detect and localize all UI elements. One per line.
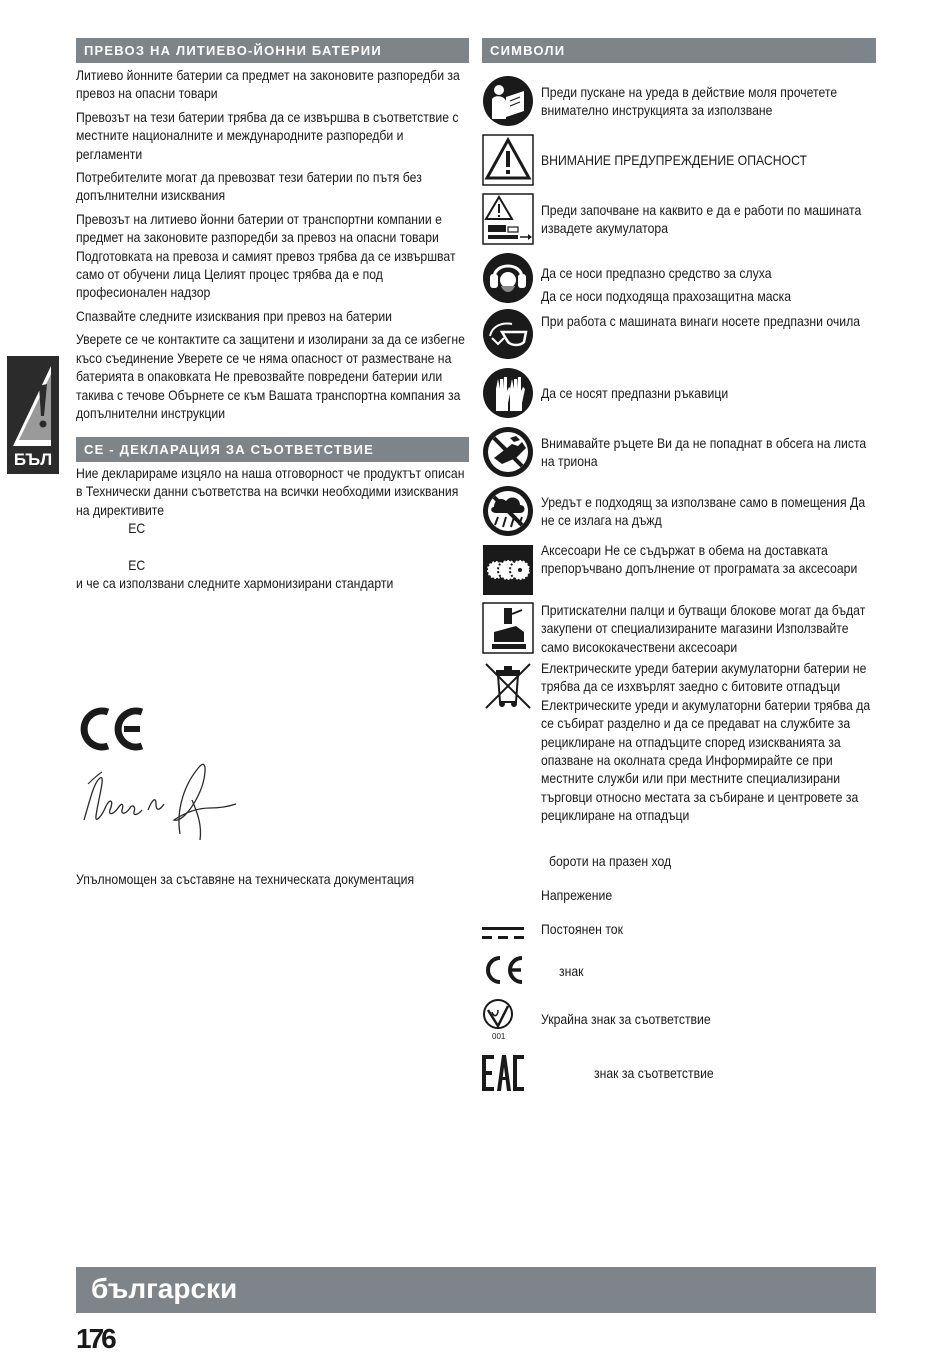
read-manual-icon (482, 75, 534, 127)
transport-paragraph: Превозът на тези батерии трябва да се извършва в съответствие с местните националните и международните разпоредби и регламенти (76, 109, 459, 162)
authorized-text: Упълномощен за съставяне на техническата документация (76, 872, 415, 887)
signature (80, 760, 240, 842)
language-side-tab (7, 356, 59, 474)
symbol-text: Електрическите уреди батерии акумулаторни батерии не трябва да се изхвърлят заедно с битовите отпадъци Електрическите уреди и акумулаторни батерии трябва да се събират разделно и да се предават на службите за рециклиране на отпадъците според изискванията за опазване на околната среда Информирайте се при местните служби или при местните специализирани търговци относно местата за събиране и центровете за рециклиране на отпадъци (541, 661, 871, 824)
symbols-heading: СИМВОЛИ (482, 38, 876, 63)
symbol-text: Преди започване на каквито е да е работи по машината извадете акумулатора (541, 203, 862, 237)
transport-paragraph: Превозът на литиево йонни батерии от транспортни компании е предмет на законовите разпоредби за превоз на опасни товари Подготовката на превоза и самият превоз трябва да се извършват само от обучени лица Целият процес трябва да е под професионален надзор (76, 211, 456, 301)
symbol-text: Да се носи подходяща прахозащитна маска (541, 289, 792, 304)
directive-ec: ЕС (128, 521, 146, 537)
right-column (482, 38, 876, 1081)
symbol-text: Притискателни палци и бутващи блокове могат да бъдат закупени от специализираните магазини Използвайте само висококачествени аксесоари (541, 603, 866, 655)
symbol-text: Преди пускане на уреда в действие моля прочетете внимателно инструкцията за използване (541, 85, 838, 119)
symbol-text: бороти на празен ход (549, 854, 672, 869)
left-column (76, 38, 469, 428)
transport-paragraph: Потребителите могат да превозват тези батерии по пътя без допълнителни изисквания (76, 170, 422, 204)
transport-paragraph: Уверете се че контактите са защитени и изолирани за да се избегне късо съединение Уверете се че няма опасност от разместване на батерията в опаковката Не превозвайте повредени батерии или такива с течове Обърнете се към Вашата транспортна компания за допълнителни инструкции (76, 332, 465, 421)
language-label: български (91, 1273, 238, 1304)
transport-paragraph: Литиево йонните батерии са предмет на законовите разпоредби за превоз на опасни товари (76, 68, 460, 102)
symbol-text: Напрежение (541, 888, 613, 903)
eac-mark-icon (482, 1053, 526, 1093)
warning-triangle-icon (11, 362, 57, 448)
push-block-icon (482, 602, 534, 654)
transport-paragraph: Спазвайте следните изисквания при превоз на батерии (76, 308, 393, 324)
warning-triangle-icon (482, 134, 534, 186)
declaration-section (76, 437, 469, 593)
symbol-text: Украйна знак за съответствие (541, 1012, 711, 1027)
hand-blade-prohibited-icon (482, 426, 534, 478)
remove-battery-icon (482, 193, 534, 245)
hearing-protection-icon (482, 252, 534, 304)
symbol-text: Уредът е подходящ за използване само в помещения Да не се излага на дъжд (541, 495, 866, 529)
symbol-text: Да се носи предпазно средство за слуха (541, 266, 772, 281)
no-rain-icon (482, 485, 534, 537)
saw-blades-icon (482, 544, 534, 596)
page-number: 176 (76, 1323, 114, 1354)
standards-text: и че са използвани следните хармонизирани стандарти (76, 576, 394, 592)
direct-current-icon (482, 923, 534, 943)
safety-glasses-icon (482, 308, 534, 360)
symbol-text: Внимавайте ръцете Ви да не попаднат в обсега на листа на триона (541, 436, 867, 470)
symbol-text: Постоянен ток (541, 922, 623, 937)
declaration-heading: CE - ДЕКЛАРАЦИЯ ЗА СЪОТВЕТСТВИЕ (76, 437, 469, 462)
ce-logo (80, 706, 146, 752)
language-footer-bar (76, 1267, 876, 1313)
symbol-text: При работа с машината винаги носете предпазни очила (541, 314, 861, 329)
side-tab-label: БЪЛ (13, 450, 53, 469)
symbol-text: ВНИМАНИЕ ПРЕДУПРЕЖДЕНИЕ ОПАСНОСТ (541, 153, 807, 168)
symbol-text: знак за съответствие (594, 1066, 714, 1081)
weee-bin-icon (482, 660, 534, 712)
gloves-icon (482, 367, 534, 419)
symbol-text: Аксесоари Не се съдържат в обема на доставката препоръчвано допълнение от програмата за аксесоари (541, 543, 858, 577)
symbol-text: знак (559, 964, 584, 979)
declaration-text: Ние декларираме изцяло на наша отговорност че продуктът описан в Технически данни съответства на всички необходими изисквания на директивите (76, 466, 465, 518)
ce-mark-icon (482, 954, 526, 986)
transport-heading: ПРЕВОЗ НА ЛИТИЕВО-ЙОННИ БАТЕРИИ (76, 38, 469, 63)
symbol-text: Да се носят предпазни ръкавици (541, 386, 729, 401)
ukraine-mark-label: 001 (492, 1032, 506, 1041)
directive-ec: ЕС (128, 557, 146, 573)
